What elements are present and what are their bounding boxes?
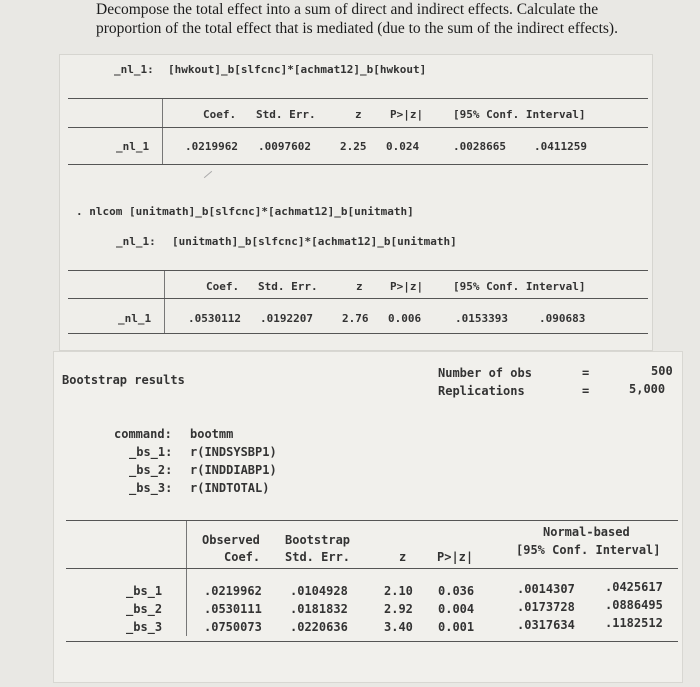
nlcom-output-panel [60,55,652,350]
bs-row2-se: .0181832 [290,602,348,616]
t1-z: 2.25 [340,140,367,153]
t1-header-rule [68,127,648,128]
nobs-equals: = [582,366,590,380]
reps-equals: = [582,384,590,398]
reps-value: 5,000 [629,382,666,396]
pen-mark [204,171,212,178]
bs-row3-name: _bs_3 [126,620,163,634]
nlcom-command: . nlcom [unitmath]_b[slfcnc]*[achmat12]_b[unitmath] [76,205,414,218]
bs-row3-ci-high: .1182512 [605,616,663,630]
t2-z: 2.76 [342,312,369,325]
t1-header-z: z [355,108,362,121]
t2-header-se: Std. Err. [258,280,318,293]
bootstrap-output-panel [54,352,682,682]
bs-table-top-rule [66,520,678,521]
bs-row3-z: 3.40 [384,620,413,634]
t1-coef: .0219962 [185,140,238,153]
t1-divider [162,99,163,164]
bs-row2-ci-low: .0173728 [517,600,575,614]
command-value: bootmm [190,427,234,441]
bs-row2-ci-high: .0886495 [605,598,663,612]
t1-header-coef: Coef. [203,108,237,121]
bs-header-observed: Observed [202,533,260,547]
nobs-label: Number of obs [438,366,532,380]
bs-header-normal: Normal-based [543,525,630,539]
t2-bottom-rule [68,333,648,334]
bs-row1-coef: .0219962 [204,584,262,598]
question-text: Decompose the total effect into a sum of direct and indirect effects. Calculate the proportion of the total effect that is mediated (due to the sum of the indirect effects). [96,1,618,37]
t2-header-rule [68,298,648,299]
t2-ci-low: .0153393 [455,312,508,325]
t2-ci-high: .090683 [539,312,586,325]
command-label: command: [114,427,172,441]
table2-top-rule [68,270,648,271]
bs-row3-ci-low: .0317634 [517,618,575,632]
reps-label: Replications [438,384,525,398]
nl1-label: _nl_1: [114,63,154,76]
bs-row1-name: _bs_1 [126,584,163,598]
nl1-expression: [hwkout]_b[slfcnc]*[achmat12]_b[hwkout] [168,63,427,76]
bs-row1-ci-low: .0014307 [517,582,575,596]
bs-row2-z: 2.92 [384,602,413,616]
t2-row-name: _nl_1 [118,312,152,325]
t2-se: .0192207 [260,312,313,325]
bs1-label: _bs_1: [129,445,173,459]
bs3-value: r(INDTOTAL) [190,481,270,495]
nl2-expression: [unitmath]_b[slfcnc]*[achmat12]_b[unitmath] [172,235,457,248]
bs-table-divider [186,521,187,636]
t2-divider [164,271,165,333]
t1-header-ci: [95% Conf. Interval] [453,108,586,121]
bs3-label: _bs_3: [129,481,173,495]
bs-header-se: Std. Err. [285,550,351,564]
t1-p: 0.024 [386,140,420,153]
bs-row1-p: 0.036 [438,584,475,598]
bs-header-p: P>|z| [437,550,474,564]
bs-table-bottom-rule [66,641,678,642]
bs-row1-ci-high: .0425617 [605,580,663,594]
t2-header-ci: [95% Conf. Interval] [453,280,586,293]
bs-header-ci: [95% Conf. Interval] [516,543,661,557]
bs-table-header-rule [66,568,678,569]
bs-header-bootstrap: Bootstrap [285,533,351,547]
bs-row3-coef: .0750073 [204,620,262,634]
t1-header-se: Std. Err. [256,108,316,121]
bs2-value: r(INDDIABP1) [190,463,277,477]
bs-row1-z: 2.10 [384,584,413,598]
t1-ci-high: .0411259 [534,140,587,153]
t1-header-p: P>|z| [390,108,424,121]
bs1-value: r(INDSYSBP1) [190,445,277,459]
bs-row2-name: _bs_2 [126,602,163,616]
t2-header-p: P>|z| [390,280,424,293]
bs-row2-coef: .0530111 [204,602,262,616]
t2-coef: .0530112 [188,312,241,325]
t1-row-name: _nl_1 [116,140,150,153]
nobs-value: 500 [651,364,673,378]
nl2-label: _nl_1: [116,235,156,248]
bs-row2-p: 0.004 [438,602,475,616]
t2-header-coef: Coef. [206,280,240,293]
t2-p: 0.006 [388,312,422,325]
t2-header-z: z [356,280,363,293]
bootstrap-title: Bootstrap results [62,373,185,387]
bs-row1-se: .0104928 [290,584,348,598]
bs2-label: _bs_2: [129,463,173,477]
t1-se: .0097602 [258,140,311,153]
bs-header-z: z [399,550,407,564]
table1-top-rule [68,98,648,99]
t1-bottom-rule [68,164,648,165]
t1-ci-low: .0028665 [453,140,506,153]
bs-row3-se: .0220636 [290,620,348,634]
bs-row3-p: 0.001 [438,620,475,634]
bs-header-coef: Coef. [224,550,261,564]
